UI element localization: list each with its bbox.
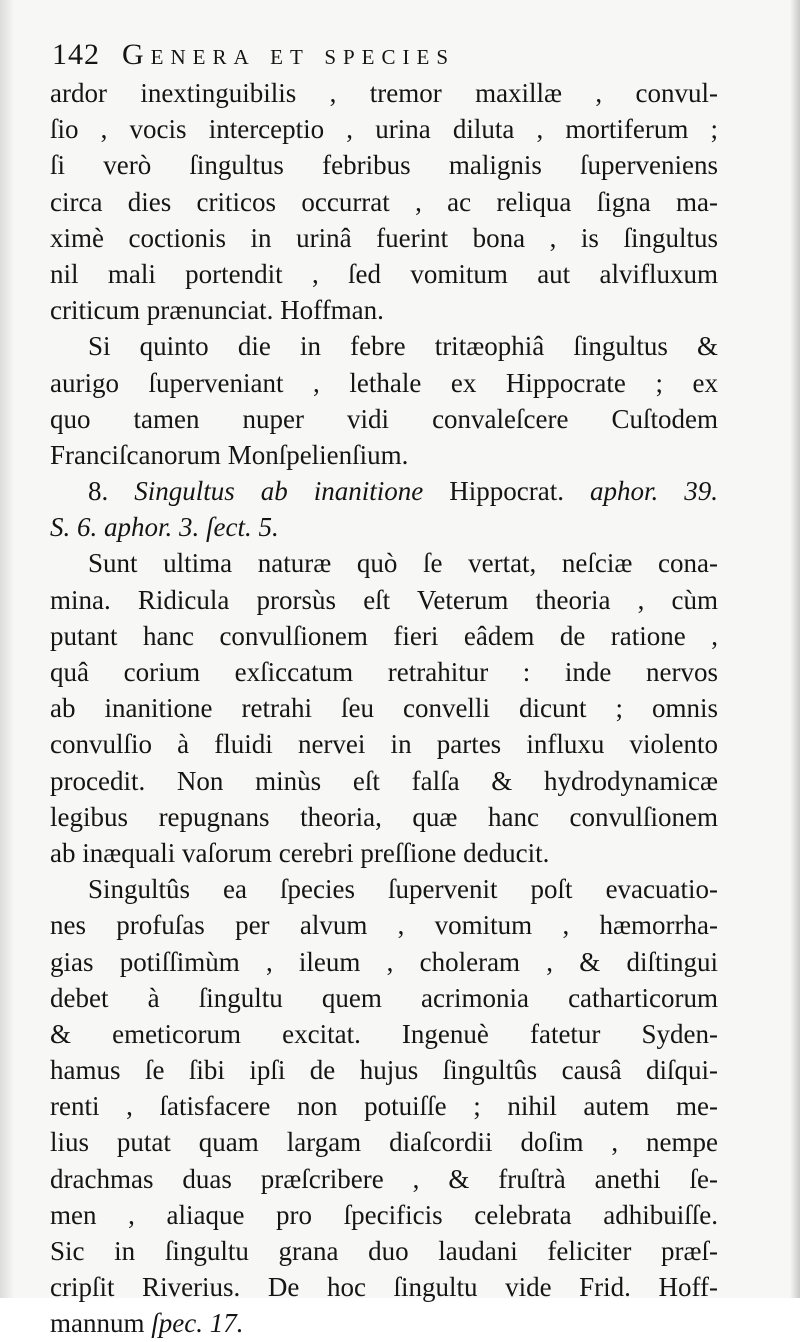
text-line: nil mali portendit , ſed vomitum aut alvifluxum — [50, 258, 718, 289]
text-line: quo tamen nuper vidi convaleſcere Cuſtodem — [50, 403, 718, 434]
text-line: Si quinto die in febre tritæophiâ ſingultus & — [88, 331, 718, 362]
running-title: Genera et species — [122, 38, 456, 71]
text-line: Sunt ultima naturæ quò ſe vertat, neſciæ cona- — [88, 548, 718, 579]
text-line: ximè coctionis in urinâ fuerint bona , is ſingultus — [50, 222, 718, 253]
text-block — [50, 75, 718, 1342]
text-line: nes profuſas per alvum , vomitum , hæmorrha- — [50, 910, 718, 941]
text-line: hamus ſe ſibi ipſi de hujus ſingultûs causâ diſqui- — [50, 1055, 718, 1086]
text-line: ſi verò ſingultus febribus malignis ſuperveniens — [50, 150, 718, 181]
text-line: mina. Ridicula prorsùs eſt Veterum theoria , cùm — [50, 584, 718, 615]
text-line: ardor inextinguibilis , tremor maxillæ , convul- — [50, 78, 718, 108]
page-number: 142 — [52, 38, 100, 71]
text-line: ſio , vocis interceptio , urina diluta , mortiferum ; — [50, 114, 718, 145]
text-line: Franciſcanorum Monſpelienſium. — [50, 439, 409, 470]
text-line: lius putat quam largam diaſcordii doſim , nempe — [50, 1127, 718, 1158]
citation-reference: ſpec. 17. — [151, 1308, 244, 1339]
text-fragment: mannum — [50, 1308, 152, 1339]
text-line: ab inæquali vaſorum cerebri preſſione deducit. — [50, 837, 550, 868]
scan-shadow-right — [790, 0, 800, 1298]
text-line: & emeticorum excitat. Ingenuè fatetur Syden- — [50, 1018, 718, 1049]
text-line: cripſit Riverius. De hoc ſingultu vide Frid. Hoff- — [50, 1272, 718, 1303]
scan-shadow-left — [0, 0, 14, 1298]
citation-reference: aphor. 39. — [589, 476, 718, 507]
text-line: debet à ſingultu quem acrimonia catharticorum — [50, 982, 718, 1013]
text-line: procedit. Non minùs eſt falſa & hydrodynamicæ — [50, 765, 718, 796]
text-line: quâ corium exſiccatum retrahitur : inde nervos — [50, 657, 718, 687]
text-line: gias potiſſimùm , ileum , choleram , & diſtingui — [50, 946, 718, 977]
citation-line: S. 6. aphor. 3. ſect. 5. — [50, 512, 279, 543]
text-line: Singultûs ea ſpecies ſupervenit poſt evacuatio- — [88, 874, 718, 905]
section-heading-line — [50, 473, 718, 509]
running-head — [52, 38, 672, 78]
text-line: Sic in ſingultu grana duo laudani feliciter præſ- — [50, 1236, 718, 1266]
citation-author: Hippocrat. — [423, 476, 590, 507]
text-line: circa dies criticos occurrat , ac reliqua ſigna ma- — [50, 186, 718, 217]
text-line: drachmas duas præſcribere , & fruſtrà anethi ſe- — [50, 1163, 718, 1194]
text-line: convulſio à fluidi nervei in partes influxu violento — [50, 729, 718, 760]
text-line: putant hanc convulſionem fieri eâdem de ratione , — [50, 620, 718, 651]
section-number: 8. — [88, 476, 135, 507]
text-line — [50, 1305, 718, 1341]
section-title: Singultus ab inanitione — [134, 476, 424, 507]
text-line: criticum prænunciat. Hoffman. — [50, 295, 384, 326]
text-line: renti , ſatisfacere non potuiſſe ; nihil autem me- — [50, 1091, 718, 1122]
text-line: ab inanitione retrahi ſeu convelli dicunt ; omnis — [50, 693, 718, 724]
text-line: legibus repugnans theoria, quæ hanc convulſionem — [50, 801, 718, 832]
text-line: aurigo ſuperveniant , lethale ex Hippocrate ; ex — [50, 367, 718, 398]
text-line: men , aliaque pro ſpecificis celebrata adhibuiſſe. — [50, 1199, 718, 1230]
